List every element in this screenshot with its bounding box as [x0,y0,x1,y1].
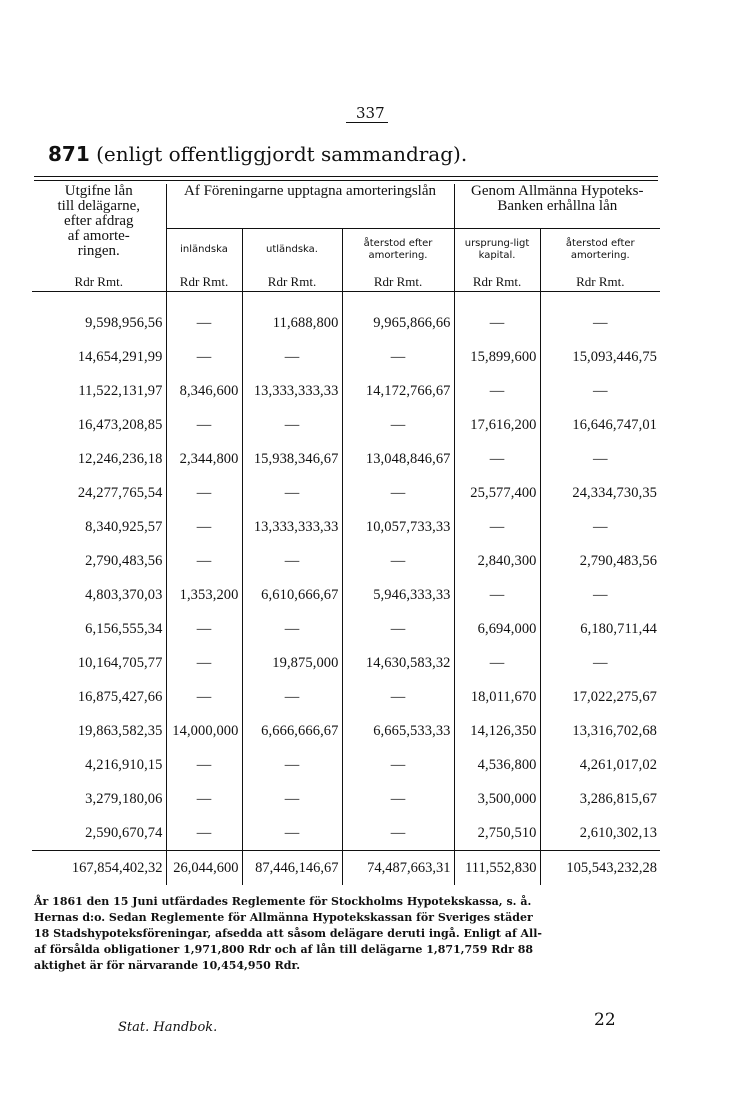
table-cell: — [592,518,608,535]
total-cell: 167,854,402,32 [32,851,166,886]
table-row [32,680,660,714]
table-cell: — [342,340,454,374]
table-cell: 15,938,346,67 [242,442,342,476]
table-cell: — [242,544,342,578]
table-cell: — [166,510,242,544]
table-row [32,408,660,442]
table-cell: — [454,374,540,408]
table-row [32,782,660,816]
table-cell: 4,216,910,15 [32,748,166,782]
table-cell: — [454,646,540,680]
table-cell: — [342,680,454,714]
table-cell: 13,333,333,33 [242,374,342,408]
footnote-text [34,894,664,974]
table-cell: — [166,408,242,442]
table-row [32,476,660,510]
page-number: 337 [356,104,385,122]
table-cell: 5,946,333,33 [342,578,454,612]
table-cell: — [592,654,608,671]
table-cell: — [242,476,342,510]
header-ursprungligt: ursprung-ligt kapital. [454,229,540,272]
note-line: aktighet är för närvarande 10,454,950 Rdr. [34,959,301,972]
table-cell: — [242,612,342,646]
table-cell: — [242,782,342,816]
table-cell: 19,863,582,35 [32,714,166,748]
table-cell: — [342,816,454,851]
table-cell: 2,840,300 [454,544,540,578]
table-cell: 2,344,800 [166,442,242,476]
table-cell: — [342,476,454,510]
table-cell: — [454,306,540,340]
table-row [32,544,660,578]
table-cell: 3,500,000 [454,782,540,816]
table-cell: 12,246,236,18 [32,442,166,476]
table-cell: 25,577,400 [454,476,540,510]
table-cell: 8,346,600 [166,374,242,408]
table-cell: 11,688,800 [242,306,342,340]
table-row [32,306,660,340]
total-cell: 26,044,600 [166,851,242,886]
table-cell: — [242,340,342,374]
table-cell: 14,654,291,99 [32,340,166,374]
table-cell: — [166,476,242,510]
table-cell: 2,790,483,56 [579,552,658,569]
table-cell: 6,180,711,44 [580,620,658,637]
table-cell: 13,316,702,68 [572,722,658,739]
table-row [32,340,660,374]
note-line: 18 Stadshypoteksföreningar, afsedda att såsom delägare deruti ingå. Enligt af All- [34,927,542,940]
table-cell: 16,875,427,66 [32,680,166,714]
table-cell: 15,093,446,75 [572,348,658,365]
table-cell: 24,334,730,35 [572,484,658,501]
table-cell: 14,126,350 [454,714,540,748]
table-cell: — [242,680,342,714]
table-cell: — [592,314,608,331]
table-cell: 3,286,815,67 [579,790,658,807]
table-body [32,292,660,851]
table-cell: — [166,816,242,851]
header-forening-group: Af Föreningarne upptagna amorteringslån [166,184,454,229]
total-cell: 87,446,146,67 [242,851,342,886]
table-cell: 13,048,846,67 [342,442,454,476]
page-heading [48,142,467,166]
table-cell: 6,666,666,67 [242,714,342,748]
table-cell: — [166,306,242,340]
total-cell: 111,552,830 [454,851,540,886]
table-cell: 9,965,866,66 [342,306,454,340]
table-cell: 16,473,208,85 [32,408,166,442]
table-cell: — [342,782,454,816]
table-cell: 2,590,670,74 [32,816,166,851]
heading-year: 871 [48,142,90,166]
table-cell: 2,610,302,13 [579,824,658,841]
table-cell: — [342,408,454,442]
table-cell: 15,899,600 [454,340,540,374]
unit-label: Rdr Rmt. [342,271,454,292]
table-cell: 18,011,670 [454,680,540,714]
header-line: af amorte- [67,228,130,244]
header-line: till delägarne, [57,198,140,214]
table-cell: — [454,510,540,544]
table-cell: — [166,748,242,782]
table-cell: — [166,612,242,646]
table-cell: — [242,408,342,442]
table-cell: 10,057,733,33 [342,510,454,544]
table-row [32,510,660,544]
table-row [32,646,660,680]
table-cell: 16,646,747,01 [572,416,658,433]
note-line: Hernas d:o. Sedan Reglemente för Allmänna Hypotekskassan för Sveriges städer [34,911,533,924]
table-cell: — [242,748,342,782]
table-cell: 24,277,765,54 [32,476,166,510]
table-cell: 14,630,583,32 [342,646,454,680]
unit-label: Rdr Rmt. [242,271,342,292]
note-line: af försålda obligationer 1,971,800 Rdr och af lån till delägarne 1,871,759 Rdr 88 [34,943,534,956]
table-row [32,612,660,646]
table-row [32,442,660,476]
table-row [32,374,660,408]
table-cell: — [342,544,454,578]
table-cell: 8,340,925,57 [32,510,166,544]
header-hypotek-group: Genom Allmänna Hypoteks-Banken erhållna lån [454,184,660,229]
note-line: År 1861 den 15 Juni utfärdades Reglemente för Stockholms Hypotekskassa, s. å. [34,895,532,908]
page-number-rule [346,122,388,123]
totals-row [32,851,660,886]
table-cell: 4,261,017,02 [579,756,658,773]
table-cell: — [592,382,608,399]
table-cell: 6,156,555,34 [32,612,166,646]
table-cell: — [454,578,540,612]
table-cell: 19,875,000 [242,646,342,680]
table-cell: 4,536,800 [454,748,540,782]
table-cell: — [592,450,608,467]
header-utlandska: utländska. [242,229,342,272]
total-cell: 105,543,232,28 [540,851,660,886]
unit-label: Rdr Rmt. [166,271,242,292]
heading-text: (enligt offentliggjordt sammandrag). [96,142,468,166]
table-cell: 10,164,705,77 [32,646,166,680]
header-line: Utgifne lån [64,183,133,199]
header-aterstod-1: återstod efter amortering. [342,229,454,272]
table-cell: 2,790,483,56 [32,544,166,578]
table-cell: 14,172,766,67 [342,374,454,408]
table-cell: — [454,442,540,476]
table-cell: 2,750,510 [454,816,540,851]
table-cell: — [166,646,242,680]
header-utgifne-lan [32,184,166,271]
footer-signature: 22 [594,1010,616,1030]
table-cell: 9,598,956,56 [32,306,166,340]
table-cell: — [166,782,242,816]
table-cell: 6,665,533,33 [342,714,454,748]
table-row [32,578,660,612]
table-cell: 11,522,131,97 [32,374,166,408]
table-cell: — [166,340,242,374]
table-cell: — [342,612,454,646]
table-cell: — [242,816,342,851]
header-line: ringen. [77,243,120,259]
unit-label: Rdr Rmt. [540,271,660,292]
table-cell: 17,616,200 [454,408,540,442]
table-cell: — [166,544,242,578]
double-rule [34,176,658,181]
header-line: efter afdrag [63,213,134,229]
table-cell: 14,000,000 [166,714,242,748]
table-row [32,714,660,748]
total-cell: 74,487,663,31 [342,851,454,886]
unit-label: Rdr Rmt. [454,271,540,292]
table-cell: 4,803,370,03 [32,578,166,612]
header-inlandska: inländska [166,229,242,272]
table-cell: 17,022,275,67 [572,688,658,705]
header-aterstod-2: återstod efter amortering. [565,238,635,261]
table-cell: — [342,748,454,782]
table-cell: 6,694,000 [454,612,540,646]
table-cell: — [166,680,242,714]
spacer-row [32,292,660,307]
table-cell: 6,610,666,67 [242,578,342,612]
table-cell: — [592,586,608,603]
table-row [32,816,660,851]
unit-label: Rdr Rmt. [32,271,166,292]
table-cell: 3,279,180,06 [32,782,166,816]
table-cell: 13,333,333,33 [242,510,342,544]
table-cell: 1,353,200 [166,578,242,612]
footer-source: Stat. Handbok. [118,1020,218,1035]
table-row [32,748,660,782]
loan-table [32,184,660,885]
